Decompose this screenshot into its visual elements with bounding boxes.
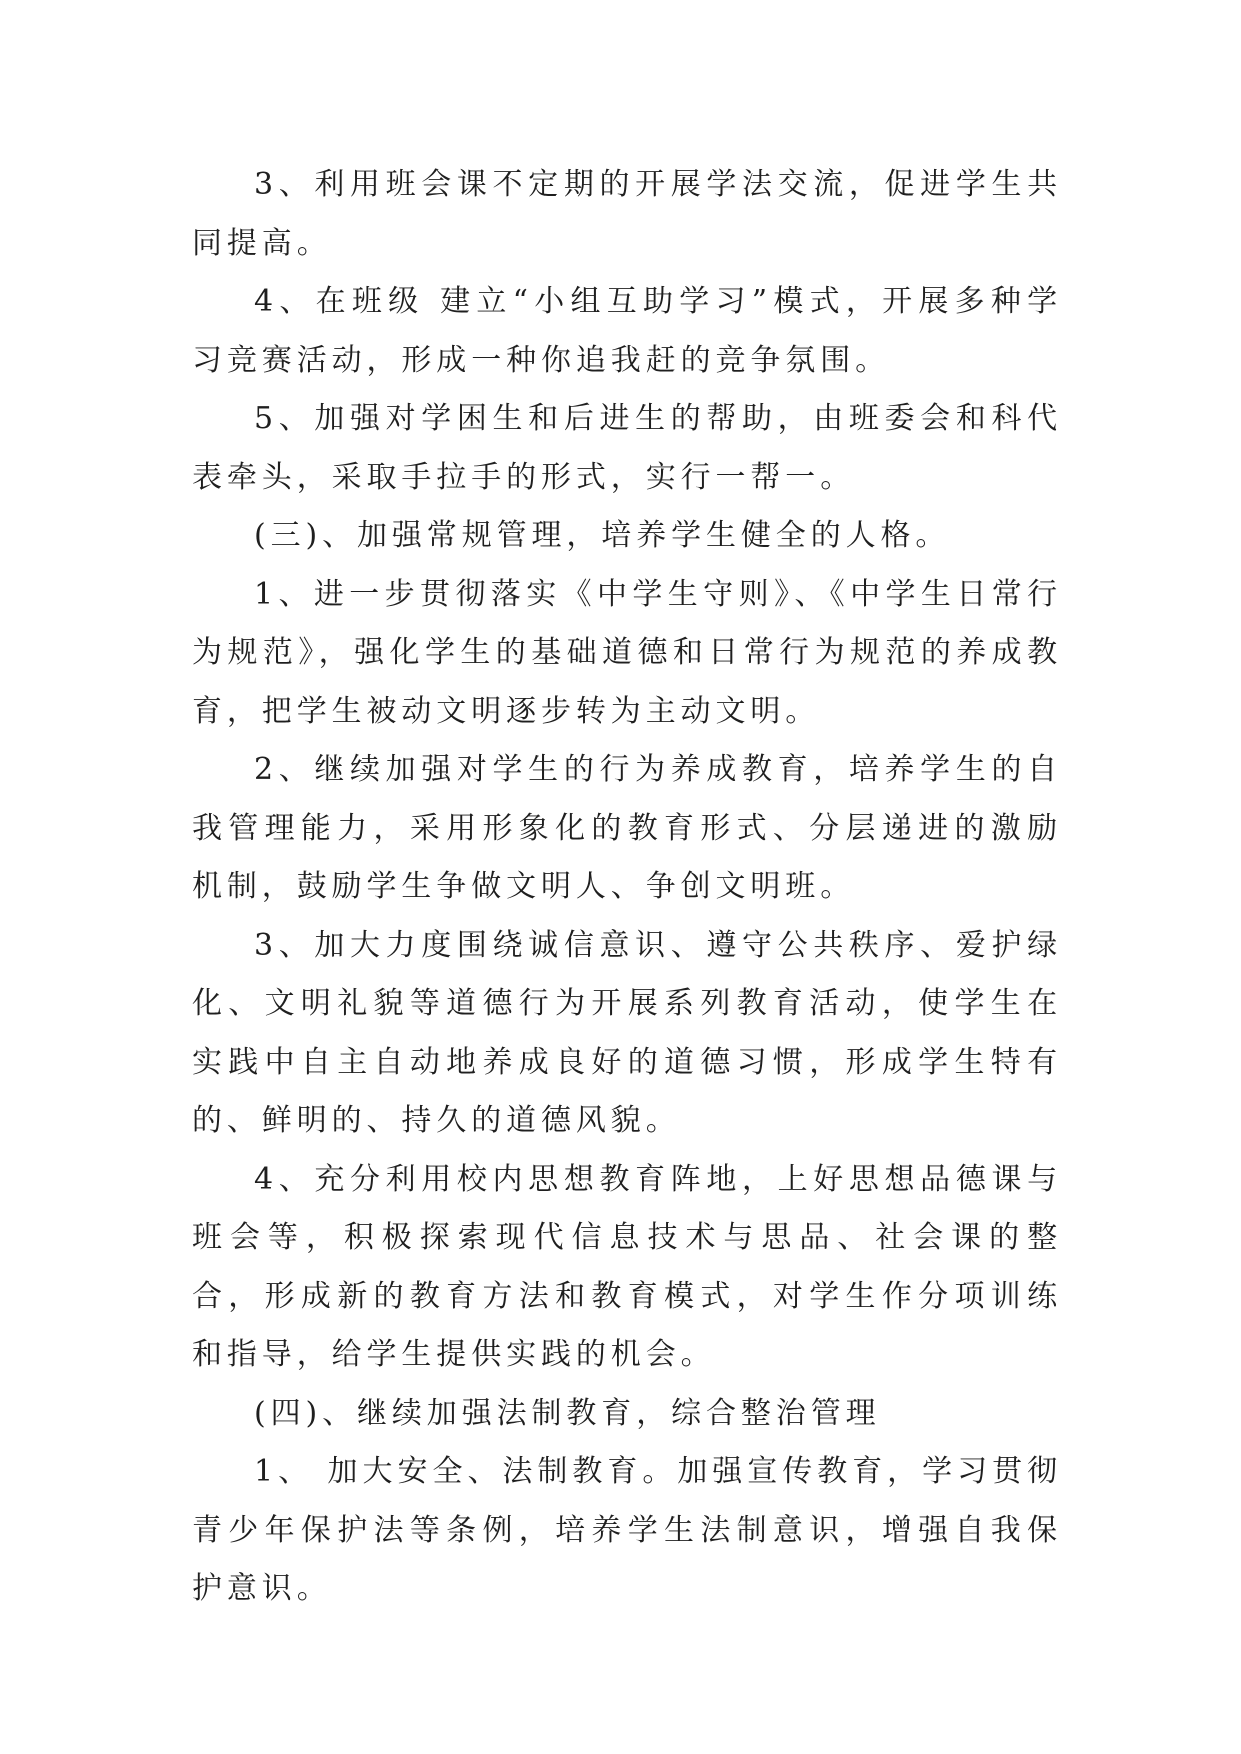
paragraph-moral-activities: 3、加大力度围绕诚信意识、遵守公共秩序、爱护绿化、文明礼貌等道德行为开展系列教育活动，使学生在实践中自主自动地养成良好的道德习惯，形成学生特有的、鲜明的、持久的道德风貌。 [192, 927, 1062, 1138]
paragraph-safety-legal-education: 1、 加大安全、法制教育。加强宣传教育，学习贯彻青少年保护法等条例，培养学生法制意识，增强自我保护意识。 [192, 1454, 1062, 1606]
paragraph-code-of-conduct: 1、进一步贯彻落实《中学生守则》、《中学生日常行为规范》，强化学生的基础道德和日常行为规范的养成教育，把学生被动文明逐步转为主动文明。 [192, 576, 1062, 729]
paragraph-study-exchange: 3、利用班会课不定期的开展学法交流，促进学生共同提高。 [192, 167, 1062, 261]
section-heading-routine-management: (三)、加强常规管理，培养学生健全的人格。 [254, 518, 951, 553]
section-heading-legal-education: (四)、继续加强法制教育，综合整治管理 [254, 1395, 881, 1431]
paragraph-student-help: 5、加强对学困生和后进生的帮助，由班委会和科代表牵头，采取手拉手的形式，实行一帮一。 [192, 401, 1062, 495]
paragraph-ideological-education: 4、充分利用校内思想教育阵地，上好思想品德课与班会等，积极探索现代信息技术与思品、社会课的整合，形成新的教育方法和教育模式，对学生作分项训练和指导，给学生提供实践的机会。 [192, 1161, 1062, 1372]
document-body [192, 156, 1062, 1619]
paragraph-group-learning: 4、在班级 建立“小组互助学习”模式，开展多种学习竞赛活动，形成一种你追我赶的竞争氛围。 [192, 284, 1062, 378]
paragraph-behavior-education: 2、继续加强对学生的行为养成教育，培养学生的自我管理能力，采用形象化的教育形式、分层递进的激励机制，鼓励学生争做文明人、争创文明班。 [192, 752, 1062, 904]
